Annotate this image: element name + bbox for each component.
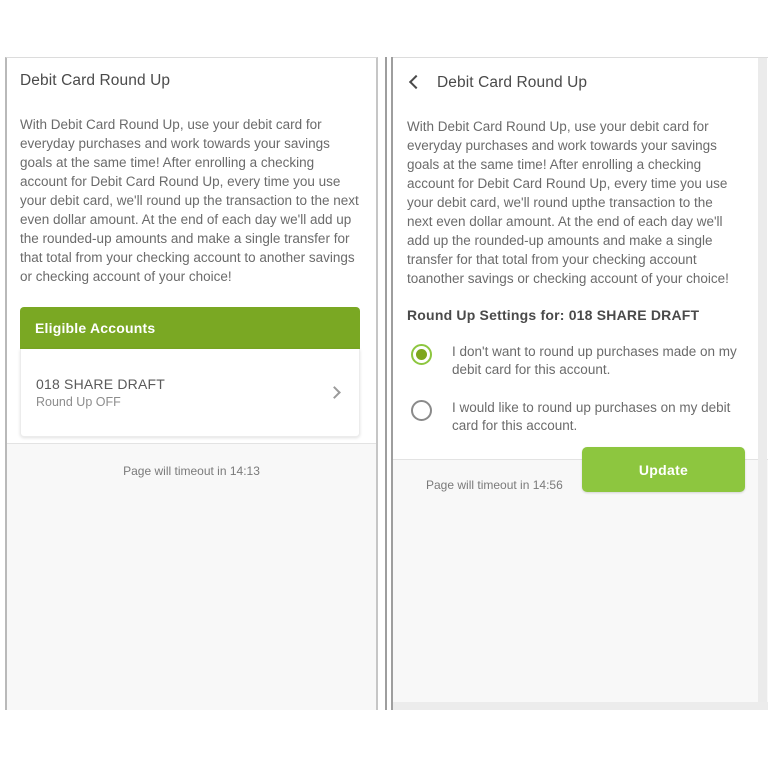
screen-roundup-settings (393, 57, 768, 710)
timeout-message: Page will timeout in 14:13 (123, 464, 260, 478)
radio-button-icon[interactable] (411, 400, 432, 421)
screen-eligible-accounts (5, 57, 378, 710)
eligible-accounts-header (20, 307, 360, 349)
left-footer (7, 443, 376, 710)
titlebar (407, 70, 738, 92)
left-screen-content (7, 58, 376, 437)
back-icon[interactable] (409, 75, 423, 89)
right-footer (393, 459, 768, 710)
option-dont-round-up[interactable] (407, 343, 738, 379)
roundup-description: With Debit Card Round Up, use your debit card for everyday purchases and work towards your savings goals at the same time! After enrolling a checking account for Debit Card Round Up, every time you use your debit card, we'll round upthe transaction to the next even dollar amount. At the end of each day we'll add up the rounded-up amounts and make a single transfer for that total from your checking account toanother savings or checking account of your choice! (407, 119, 729, 286)
radio-button-icon[interactable] (411, 344, 432, 365)
roundup-description: With Debit Card Round Up, use your debit card for everyday purchases and work towards your savings goals at the same time! After enrolling a checking account for Debit Card Round Up, every time you use your debit card, we'll round up the transaction to the next even dollar amount. At the end of each day we'll add up the rounded-up amounts and make a single transfer for that total from your checking account to another savings or checking account of your choice! (20, 117, 359, 284)
right-screen-content (393, 58, 768, 435)
eligible-accounts-header-label: Eligible Accounts (35, 320, 156, 336)
screens-divider (385, 57, 393, 710)
timeout-message: Page will timeout in 14:56 (426, 478, 563, 492)
page-title: Debit Card Round Up (20, 72, 171, 89)
account-row-018-share-draft[interactable] (20, 349, 360, 437)
page-title: Debit Card Round Up (437, 74, 588, 91)
bottom-strip (393, 702, 768, 710)
account-roundup-status: Round Up OFF (36, 395, 121, 409)
option-label: I don't want to round up purchases made on my debit card for this account. (452, 344, 737, 377)
settings-heading: Round Up Settings for: 018 SHARE DRAFT (407, 307, 700, 323)
option-label: I would like to round up purchases on my debit card for this account. (452, 400, 731, 433)
account-name: 018 SHARE DRAFT (36, 376, 166, 392)
chevron-right-icon (328, 386, 341, 399)
option-do-round-up[interactable] (407, 399, 738, 435)
scrollbar[interactable] (758, 58, 767, 710)
account-text (36, 376, 330, 409)
update-button[interactable]: Update (582, 447, 745, 492)
